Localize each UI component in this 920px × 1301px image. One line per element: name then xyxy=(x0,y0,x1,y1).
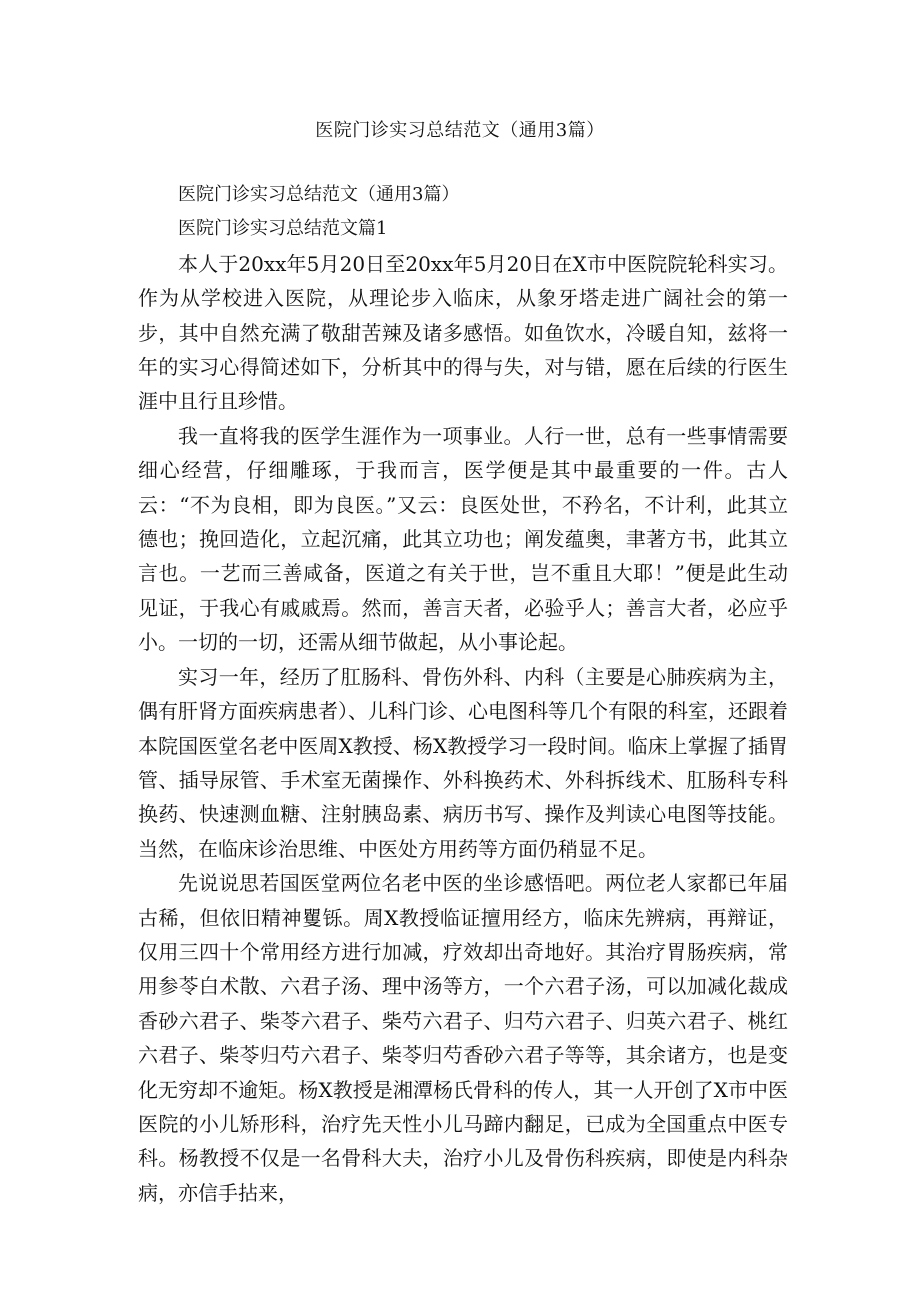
body-paragraph: 实习一年，经历了肛肠科、骨伤外科、内科（主要是心肺疾病为主，偶有肝肾方面疾病患者）、儿科门诊、心电图科等几个有限的科室，还跟着本院国医堂名老中医周X教授、杨X教授学习一段时间。临床上掌握了插胃管、插导尿管、手术室无菌操作、外科换药术、外科拆线术、肛肠科专科换药、快速测血糖、注射胰岛素、病历书写、操作及判读心电图等技能。当然，在临床诊治思维、中医处方用药等方面仍稍显不足。 xyxy=(138,664,788,861)
subtitle-paragraph: 医院门诊实习总结范文（通用3篇） xyxy=(178,184,460,205)
body-paragraph: 我一直将我的医学生涯作为一项事业。人行一世，总有一些事情需要细心经营，仔细雕琢，于我而言，医学便是其中最重要的一件。古人云：“不为良相，即为良医。”又云：良医处世，不矜名，不计利，此其立德也；挽回造化，立起沉痛，此其立功也；阐发蕴奥，聿著方书，此其立言也。一艺而三善咸备，医道之有关于世，岂不重且大耶！”便是此生动见证，于我心有戚戚焉。然而，善言天者，必验乎人；善言大者，必应乎小。一切的一切，还需从细节做起，从小事论起。 xyxy=(138,423,788,655)
section-heading: 医院门诊实习总结范文篇1 xyxy=(178,218,388,240)
document-body xyxy=(138,178,788,1210)
body-paragraph: 先说说思若国医堂两位名老中医的坐诊感悟吧。两位老人家都已年届古稀，但依旧精神矍铄。周X教授临证擅用经方，临床先辨病，再辩证，仅用三四十个常用经方进行加减，疗效却出奇地好。其治疗胃肠疾病，常用参苓白术散、六君子汤、理中汤等方，一个六君子汤，可以加减化裁成香砂六君子、柴苓六君子、柴芍六君子、归芍六君子、归英六君子、桃红六君子、柴苓归芍六君子、柴苓归芍香砂六君子等等，其余诸方，也是变化无穷却不逾矩。杨X教授是湘潭杨氏骨科的传人，其一人开创了X市中医医院的小儿矫形科，治疗先天性小儿马蹄内翻足，已成为全国重点中医专科。杨教授不仅是一名骨科大夫，治疗小儿及骨伤科疾病，即使是内科杂病，亦信手拈来， xyxy=(138,871,788,1205)
body-paragraph: 本人于20xx年5月20日至20xx年5月20日在X市中医院院轮科实习。作为从学校进入医院，从理论步入临床，从象牙塔走进广阔社会的第一步，其中自然充满了敬甜苦辣及诸多感悟。如鱼饮水，冷暖自知，兹将一年的实习心得简述如下，分析其中的得与失，对与错，愿在后续的行医生涯中且行且珍惜。 xyxy=(138,251,788,414)
document-title: 医院门诊实习总结范文（通用3篇） xyxy=(315,120,605,141)
